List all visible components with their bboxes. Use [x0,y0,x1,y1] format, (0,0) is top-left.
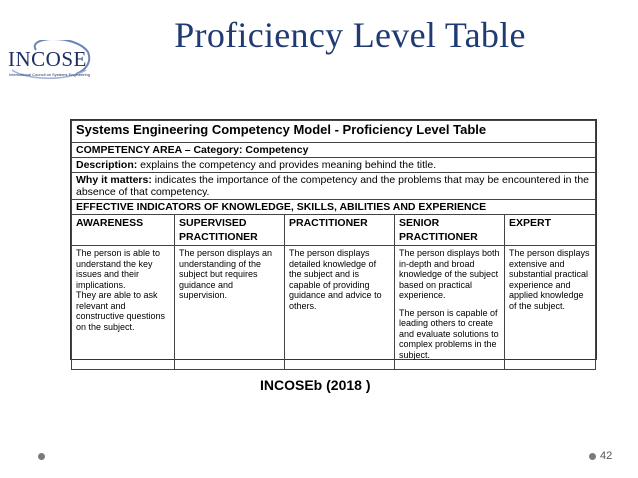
level-header-supervised-practitioner: SUPERVISED PRACTITIONER [175,215,285,246]
level-desc-practitioner [285,246,395,370]
level-desc-paragraph: The person displays an understanding of the subject but requires guidance and supervision. [179,248,273,300]
level-desc-paragraph: The person displays detailed knowledge of the subject and is capable of providing guidance and advice to others. [289,248,382,311]
description-row [72,158,596,173]
level-desc-paragraph: The person displays extensive and substantial practical experience and applied knowledge of the subject. [509,248,590,311]
why-label: Why it matters: [76,174,152,186]
level-header-senior-practitioner: SENIOR PRACTITIONER [395,215,505,246]
level-desc-expert [505,246,596,370]
logo-name: INCOSE [8,47,87,71]
slide-title: Proficiency Level Table [174,15,526,55]
level-header-practitioner: PRACTITIONER [285,215,395,246]
level-desc-awareness [72,246,175,370]
level-desc-senior-practitioner [395,246,505,370]
incose-logo [6,40,90,80]
level-desc-paragraph: They are able to ask relevant and constructive questions on the subject. [76,290,166,332]
level-desc-paragraph: The person displays both in-depth and broad knowledge of the subject based on practical experience. [399,248,500,300]
source-caption: INCOSEb (2018 ) [260,377,371,393]
category-row: COMPETENCY AREA – Category: Competency [72,143,596,158]
level-desc-paragraph: The person is able to understand the key issues and their implications. [76,248,161,290]
logo-subtitle: International Council on Systems Engineering [9,72,90,77]
table-title: Systems Engineering Competency Model - Proficiency Level Table [72,121,596,143]
why-text: indicates the importance of the competency and the problems that may be encountered in the absence of that competency. [76,174,590,198]
level-desc-paragraph: The person is capable of leading others to create and evaluate solutions to complex problems in the subject. [399,307,499,360]
bullet-dot-icon [589,453,596,460]
proficiency-table [70,119,597,360]
why-row [72,173,596,200]
level-header-awareness: AWARENESS [72,215,175,246]
page-number: 42 [600,450,613,462]
description-text: explains the competency and provides meaning behind the title. [137,159,437,171]
description-label: Description: [76,159,138,171]
level-desc-supervised-practitioner [175,246,285,370]
bullet-dot-icon [38,453,45,460]
level-header-expert: EXPERT [505,215,596,246]
indicators-row: EFFECTIVE INDICATORS OF KNOWLEDGE, SKILLS, ABILITIES AND EXPERIENCE [72,200,596,215]
